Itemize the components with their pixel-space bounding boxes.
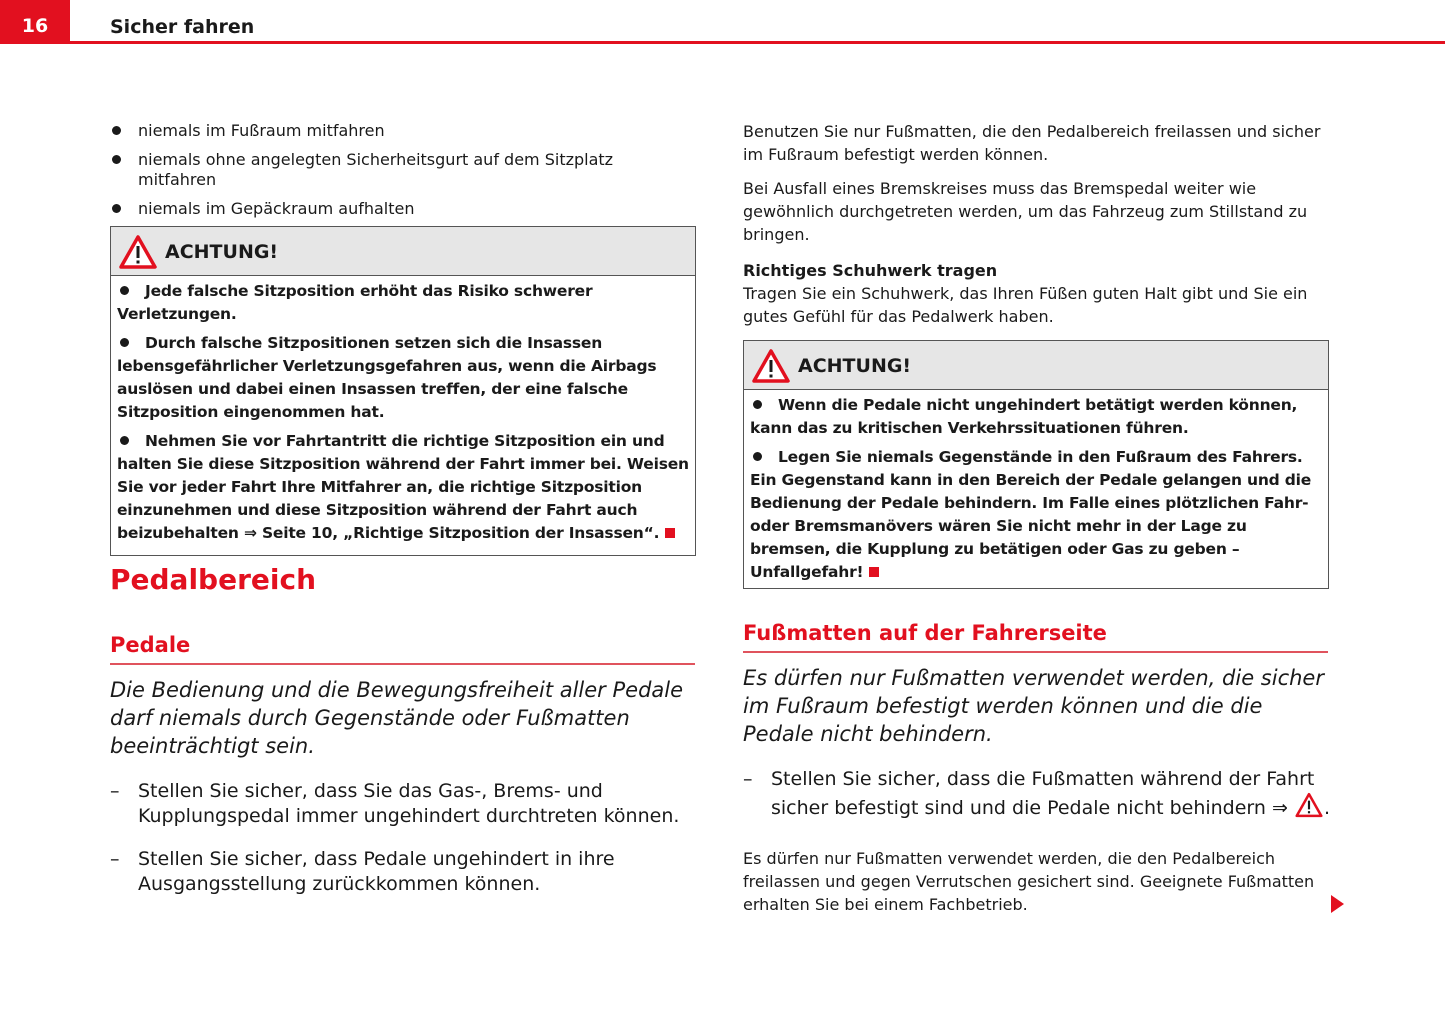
section-title: Pedalbereich — [110, 563, 317, 596]
seating-rules-list — [110, 121, 696, 219]
chapter-title: Sicher fahren — [110, 16, 255, 38]
bullet-icon — [112, 155, 121, 164]
bullet-icon — [112, 204, 121, 213]
final-paragraph-block — [743, 847, 1333, 927]
footwear-paragraph: Tragen Sie ein Schuhwerk, das Ihren Füßen guten Halt gibt und Sie ein gutes Gefühl für das Pedalwerk haben. — [743, 284, 1308, 326]
next-page-arrow-icon[interactable] — [1331, 895, 1344, 913]
warning-title: ACHTUNG! — [798, 355, 912, 377]
right-column-text — [743, 120, 1333, 339]
list-item: – Stellen Sie sicher, dass die Fußmatten während der Fahrt sicher befestigt sind und die Pedale nicht behindern ⇒ . — [743, 768, 1331, 819]
warning-triangle-icon[interactable] — [1294, 792, 1324, 818]
warning-header — [744, 341, 1328, 390]
warning-triangle-icon — [118, 234, 158, 270]
warning-body — [744, 390, 1328, 588]
warning-header — [111, 227, 695, 276]
page-reference-link[interactable]: Seite 10, „Richtige Sitzposition der Insassen“. — [261, 524, 660, 542]
fussmatten-instructions — [743, 767, 1333, 839]
list-item: – Stellen Sie sicher, dass Pedale ungehindert in ihre Ausgangsstellung zurückkommen können. — [110, 848, 615, 895]
warning-item: Durch falsche Sitzpositionen setzen sich die Insassen lebensgefährlicher Verletzungsgefahren aus, wenn die Airbags auslösen und dabei einen Insassen treffen, der eine falsche Sitzposition eingenommen hat. — [117, 334, 657, 421]
page-number-box — [0, 0, 70, 44]
warning-triangle-icon — [751, 348, 791, 384]
subsection-title-pedale: Pedale — [110, 633, 695, 665]
warning-item: Jede falsche Sitzposition erhöht das Risiko schwerer Verletzungen. — [117, 282, 593, 323]
final-paragraph: Es dürfen nur Fußmatten verwendet werden, die den Pedalbereich freilassen und gegen Verrutschen gesichert sind. Geeignete Fußmatten erhalten Sie bei einem Fachbetrieb. — [743, 849, 1315, 914]
fussmatten-intro: Es dürfen nur Fußmatten verwendet werden, die sicher im Fußraum befestigt werden können und die die Pedale nicht behindern. — [743, 666, 1324, 746]
bullet-icon — [753, 452, 762, 461]
pedale-intro: Die Bedienung und die Bewegungsfreiheit aller Pedale darf niemals durch Gegenstände oder Fußmatten beeinträchtigt sein. — [110, 678, 684, 758]
floor-mat-paragraph: Benutzen Sie nur Fußmatten, die den Pedalbereich freilassen und sicher im Fußraum befestigt werden können. — [743, 122, 1321, 164]
list-item: niemals im Gepäckraum aufhalten — [110, 199, 696, 219]
warning-box-seating — [110, 226, 696, 556]
list-item: – Stellen Sie sicher, dass Sie das Gas-, Brems- und Kupplungspedal immer ungehindert durchtreten können. — [110, 780, 680, 827]
warning-item: Legen Sie niemals Gegenstände in den Fußraum des Fahrers. Ein Gegenstand kann in den Bereich der Pedale gelangen und die Bedienung der Pedale behindern. Im Falle eines plötzlichen Fahr- oder Bremsmanövers wären Sie nicht mehr in der Lage zu bremsen, die Kupplung zu betätigen oder Gas zu geben – Unfallgefahr! — [750, 448, 1312, 581]
bullet-icon — [753, 400, 762, 409]
bullet-icon — [120, 436, 129, 445]
footwear-heading: Richtiges Schuhwerk tragen — [743, 261, 998, 280]
warning-item: Nehmen Sie vor Fahrtantritt die richtige Sitzposition ein und halten Sie diese Sitzposition während der Fahrt immer bei. Weisen Sie vor jeder Fahrt Ihre Mitfahrer an, die richtige Sitzposition einzunehmen und diese Sitzposition während der Fahrt auch beizubehalten ⇒ Seite 10, „Richtige Sitzposition der Insassen“. — [117, 432, 689, 542]
bullet-icon — [112, 126, 121, 135]
brake-circuit-paragraph: Bei Ausfall eines Bremskreises muss das Bremspedal weiter wie gewöhnlich durchgetreten werden, um das Fahrzeug zum Stillstand zu bringen. — [743, 179, 1308, 244]
page-header — [0, 0, 1445, 44]
xref-arrow-icon: ⇒ — [243, 524, 257, 542]
list-item: niemals ohne angelegten Sicherheitsgurt auf dem Sitzplatz mitfahren — [110, 150, 696, 190]
header-divider — [70, 41, 1445, 44]
dash-icon: – — [743, 768, 753, 790]
end-of-section-icon — [869, 567, 879, 577]
end-of-section-icon — [665, 528, 675, 538]
pedale-instructions — [110, 779, 700, 915]
bullet-icon — [120, 338, 129, 347]
bullet-icon — [120, 286, 129, 295]
warning-title: ACHTUNG! — [165, 241, 279, 263]
left-column — [110, 121, 696, 228]
page-number: 16 — [21, 15, 49, 37]
dash-icon: – — [110, 848, 120, 870]
warning-item: Wenn die Pedale nicht ungehindert betätigt werden können, kann das zu kritischen Verkehrssituationen führen. — [750, 396, 1298, 437]
list-item: niemals im Fußraum mitfahren — [110, 121, 696, 141]
subsection-title-fussmatten: Fußmatten auf der Fahrerseite — [743, 621, 1328, 653]
warning-box-pedals — [743, 340, 1329, 589]
dash-icon: – — [110, 780, 120, 802]
xref-arrow-icon: ⇒ — [1272, 797, 1288, 819]
warning-body — [111, 276, 695, 555]
